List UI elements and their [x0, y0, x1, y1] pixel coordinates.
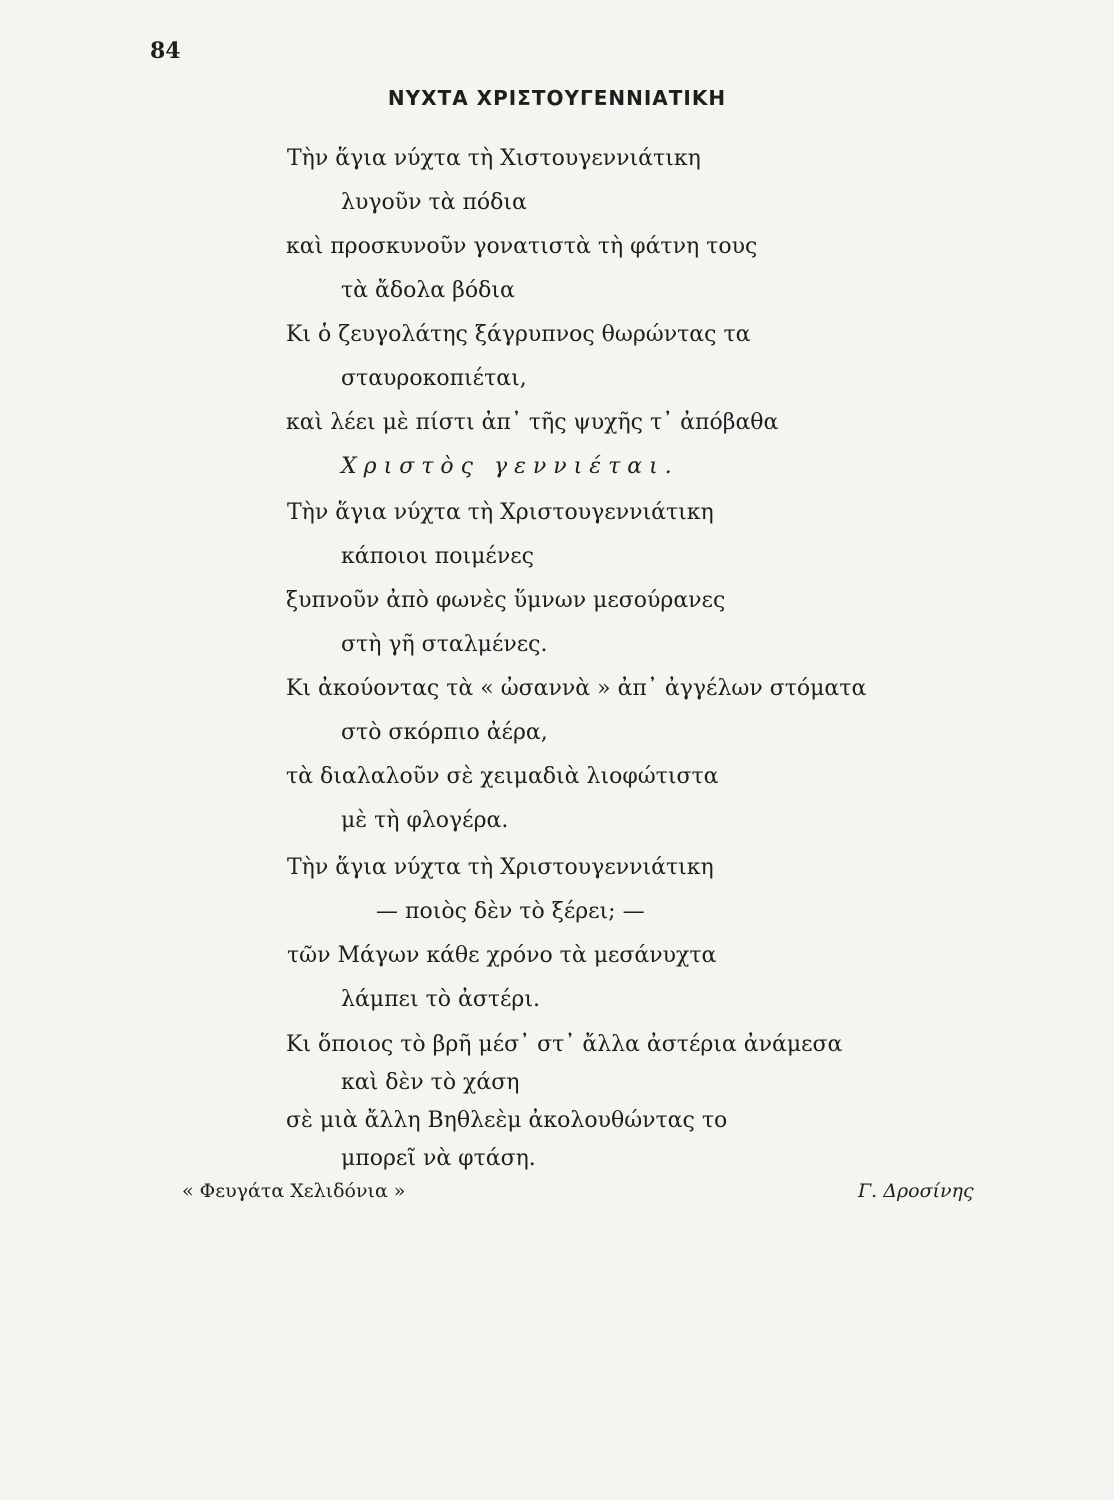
poem-line: τὰ διαλαλοῦν σὲ χειμαδιὰ λιοφώτιστα — [286, 764, 719, 789]
poem-line: λάμπει τὸ ἀστέρι. — [341, 987, 540, 1012]
poem-line: μὲ τὴ φλογέρα. — [341, 808, 509, 833]
poem-line: σὲ μιὰ ἄλλη Βηθλεὲμ ἀκολουθώντας το — [286, 1108, 728, 1133]
reverse-side-bleed-through — [120, 60, 1000, 1440]
poem-line: Κι ὅποιος τὸ βρῆ μέσ᾽ στ᾽ ἄλλα ἀστέρια ἀνάμεσα — [286, 1032, 843, 1057]
poem-line: καὶ δὲν τὸ χάση — [341, 1070, 520, 1095]
poem-line: Κι ὁ ζευγολάτης ξάγρυπνος θωρώντας τα — [286, 322, 751, 347]
poem-title: ΝΥΧΤΑ ΧΡΙΣΤΟΥΓΕΝΝΙΑΤΙΚΗ — [387, 86, 727, 110]
poem-line: λυγοῦν τὰ πόδια — [341, 190, 527, 215]
poem-line-last: μπορεῖ νὰ φτάση. — [341, 1146, 536, 1171]
page-number: 84 — [150, 38, 181, 64]
poem-line: Τὴν ἅγια νύχτα τὴ Χριστουγεννιάτικη — [287, 855, 714, 880]
poem-line: Χριστὸς γεννιέται. — [341, 454, 679, 479]
poem-line: στὴ γῆ σταλμένες. — [341, 632, 548, 657]
poem-line: Τὴν ἅγια νύχτα τὴ Χριστουγεννιάτικη — [287, 500, 714, 525]
poem-line: καὶ λέει μὲ πίστι ἀπ᾽ τῆς ψυχῆς τ᾽ ἀπόβαθα — [286, 410, 779, 435]
poem-line: — ποιὸς δὲν τὸ ξέρει; — — [376, 899, 645, 924]
poem-line: ξυπνοῦν ἀπὸ φωνὲς ὕμνων μεσούρανες — [286, 588, 726, 613]
poem-line: τὰ ἄδολα βόδια — [341, 278, 515, 303]
poem-line: Κι ἀκούοντας τὰ « ὠσαννὰ » ἀπ᾽ ἀγγέλων στόματα — [286, 676, 867, 701]
poem-line: στὸ σκόρπιο ἀέρα, — [341, 720, 548, 745]
poem-line: Τὴν ἅγια νύχτα τὴ Χιστουγεννιάτικη — [287, 146, 701, 171]
poem-line: σταυροκοπιέται, — [341, 366, 527, 391]
poem-line: τῶν Μάγων κάθε χρόνο τὰ μεσάνυχτα — [287, 943, 717, 968]
author-signature: Γ. Δροσίνης — [858, 1180, 974, 1202]
source-collection: « Φευγάτα Χελιδόνια » — [182, 1180, 406, 1202]
poem-line: καὶ προσκυνοῦν γονατιστὰ τὴ φάτνη τους — [286, 234, 758, 259]
poem-line: κάποιοι ποιμένες — [341, 544, 534, 569]
